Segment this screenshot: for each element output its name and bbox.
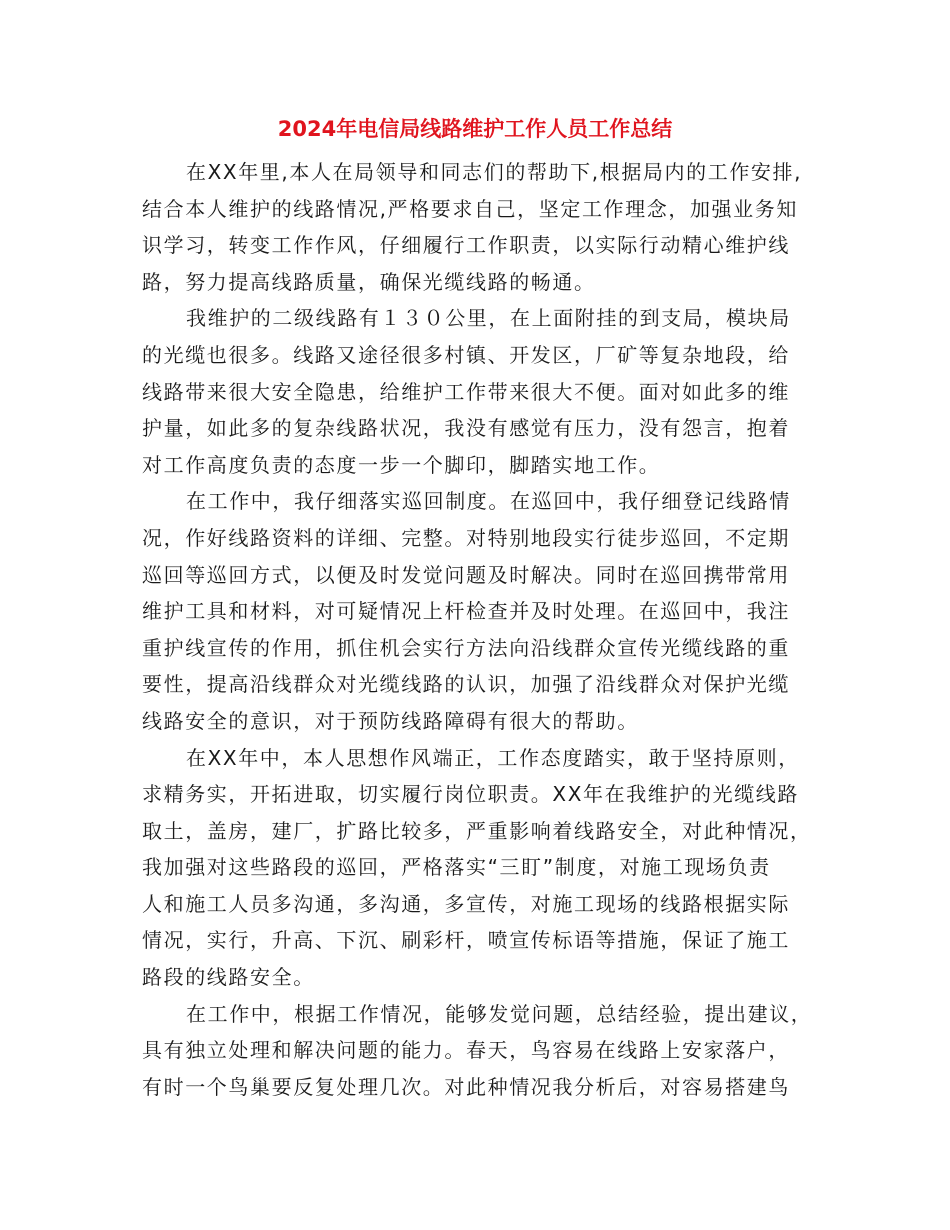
- body-text-line: 在工作中，根据工作情况，能够发觉问题，总结经验，提出建议，: [186, 1001, 813, 1026]
- body-text-line: 要性，提高沿线群众对光缆线路的认识，加强了沿线群众对保护光缆: [142, 672, 790, 697]
- document-title: 2024年电信局线路维护工作人员工作总结: [277, 117, 673, 141]
- body-text-line: 情况，实行，升高、下沉、刷彩杆，喷宣传标语等措施，保证了施工: [142, 928, 790, 953]
- body-text-line: 维护工具和材料，对可疑情况上杆检查并及时处理。在巡回中，我注: [142, 599, 790, 624]
- body-text-line: 对工作高度负责的态度一步一个脚印，脚踏实地工作。: [142, 452, 661, 477]
- body-text-line: 在XX年中，本人思想作风端正，工作态度踏实，敢于坚持原则，: [186, 745, 800, 770]
- body-text-line: 我维护的二级线路有１３０公里，在上面附挂的到支局，模块局: [186, 306, 791, 331]
- body-text-line: 护量，如此多的复杂线路状况，我没有感觉有压力，没有怨言，抱着: [142, 416, 790, 441]
- body-text-line: 的光缆也很多。线路又途径很多村镇、开发区，厂矿等复杂地段，给: [142, 342, 790, 367]
- body-text-line: 求精务实，开拓进取，切实履行岗位职责。XX年在我维护的光缆线路: [142, 782, 800, 807]
- body-text-line: 人和施工人员多沟通，多沟通，多宣传，对施工现场的线路根据实际: [142, 891, 790, 916]
- body-text-line: 我加强对这些路段的巡回，严格落实“三盯”制度，对施工现场负责: [142, 855, 771, 880]
- body-text-line: 取土，盖房，建厂，扩路比较多，严重影响着线路安全，对此种情况，: [142, 818, 812, 843]
- body-text-line: 有时一个鸟巢要反复处理几次。对此种情况我分析后，对容易搭建鸟: [142, 1074, 790, 1099]
- body-text-line: 况，作好线路资料的详细、完整。对特别地段实行徒步巡回，不定期: [142, 525, 790, 550]
- body-text-line: 在XX年里,本人在局领导和同志们的帮助下,根据局内的工作安排,: [186, 160, 803, 184]
- body-text-line: 结合本人维护的线路情况,严格要求自己，坚定工作理念，加强业务知: [142, 196, 798, 221]
- body-text-line: 巡回等巡回方式，以便及时发觉问题及时解决。同时在巡回携带常用: [142, 562, 790, 587]
- body-text-line: 重护线宣传的作用，抓住机会实行方法向沿线群众宣传光缆线路的重: [142, 635, 790, 660]
- body-text-line: 具有独立处理和解决问题的能力。春天，鸟容易在线路上安家落户，: [142, 1038, 790, 1063]
- body-text-line: 识学习，转变工作作风，仔细履行工作职责，以实际行动精心维护线: [142, 233, 790, 258]
- body-text-line: 路段的线路安全。: [142, 965, 315, 990]
- document-body: [142, 154, 812, 1105]
- body-text-line: 在工作中，我仔细落实巡回制度。在巡回中，我仔细登记线路情: [186, 489, 791, 514]
- body-text-line: 线路安全的意识，对于预防线路障碍有很大的帮助。: [142, 708, 639, 733]
- body-text-line: 线路带来很大安全隐患，给维护工作带来很大不便。面对如此多的维: [142, 379, 790, 404]
- body-text-line: 路，努力提高线路质量，确保光缆线路的畅通。: [142, 269, 596, 294]
